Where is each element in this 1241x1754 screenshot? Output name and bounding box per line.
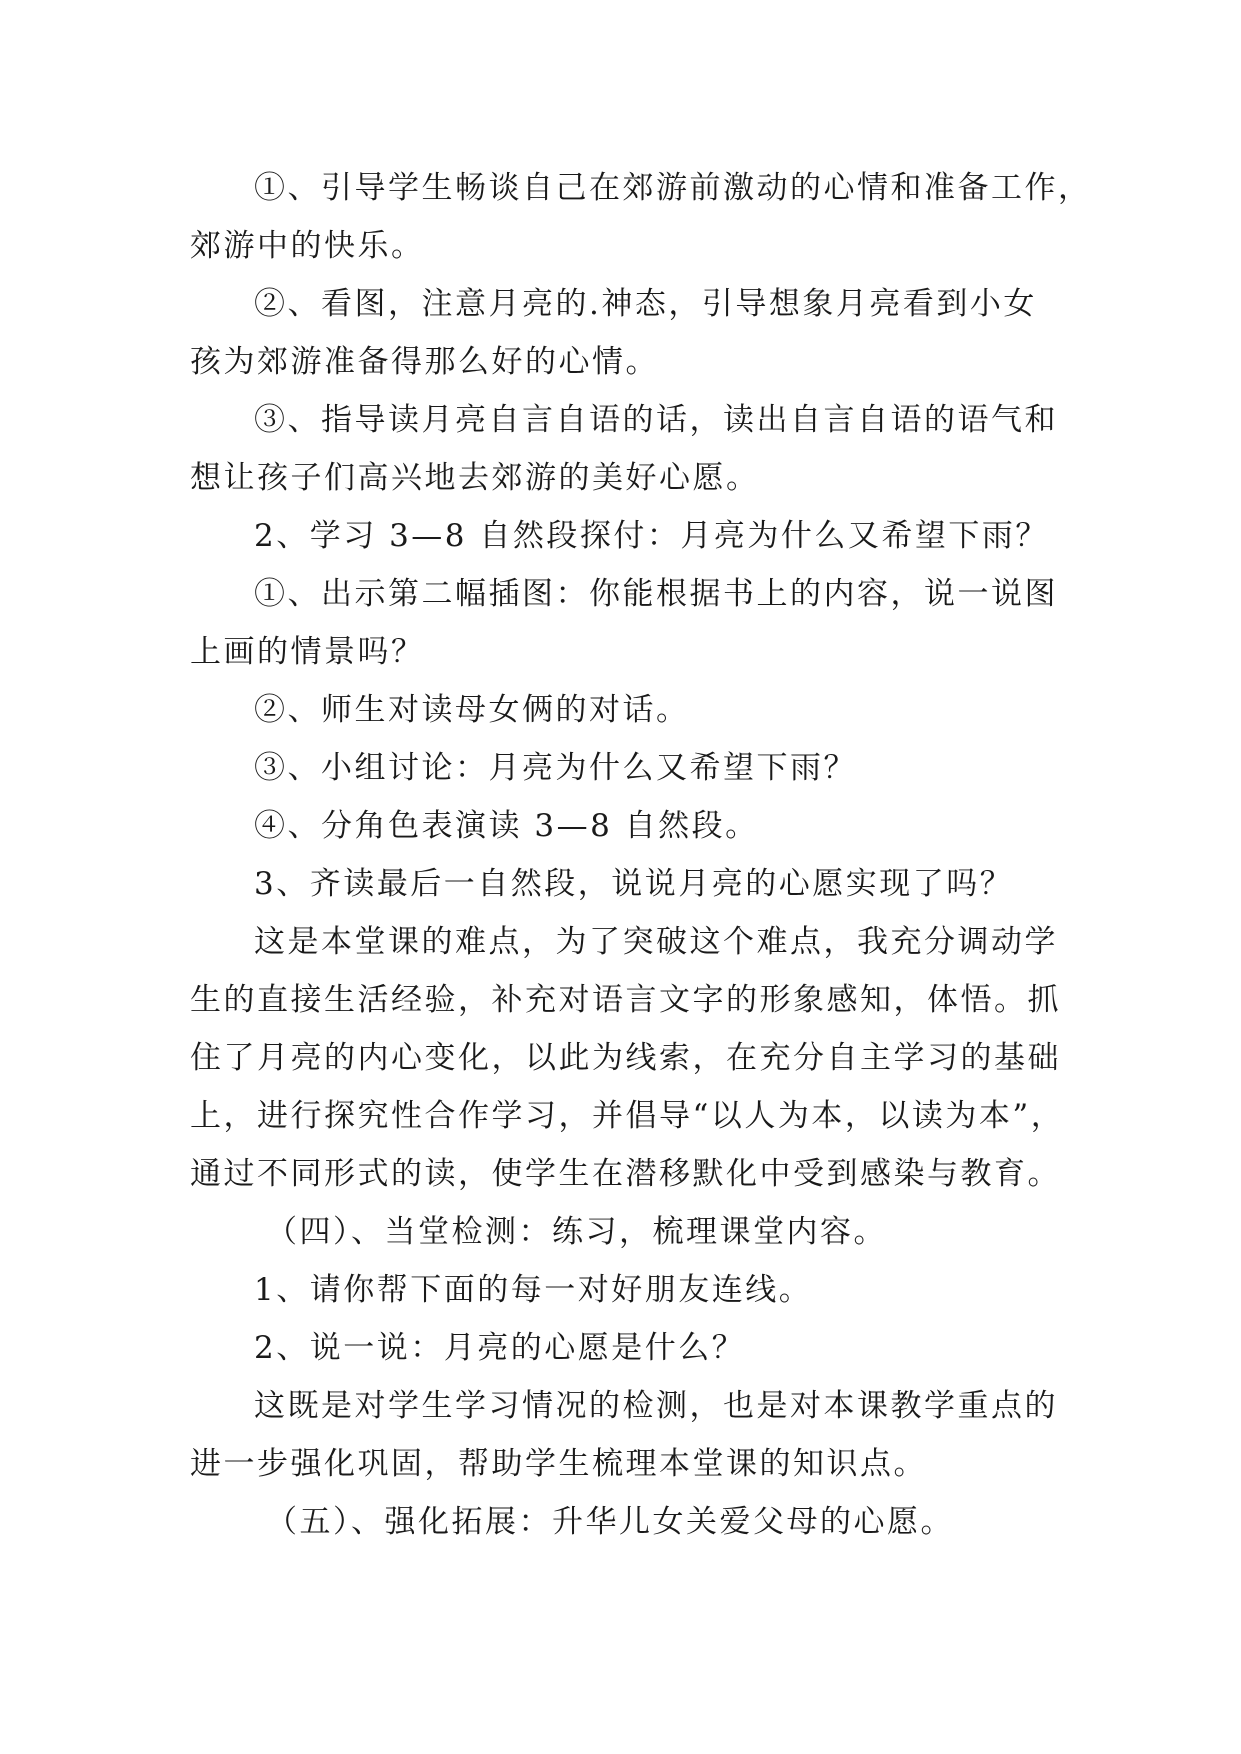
paragraph-line: 孩为郊游准备得那么好的心情。 [190,344,659,380]
paragraph-line: 郊游中的快乐。 [190,228,425,264]
paragraph-line: 想让孩子们高兴地去郊游的美好心愿。 [190,460,760,496]
paragraph-line: 这是本堂课的难点，为了突破这个难点，我充分调动学 [254,924,1058,960]
paragraph-line: 上，进行探究性合作学习，并倡导“以人为本，以读为本”， [190,1098,1065,1134]
paragraph-line: 生的直接生活经验，补充对语言文字的形象感知，体悟。抓 [190,982,1061,1018]
paragraph-line: ④、分角色表演读 3—8 自然段。 [254,808,759,844]
paragraph-line: ②、师生对读母女俩的对话。 [254,692,690,728]
paragraph-line: 1、请你帮下面的每一对好朋友连线。 [254,1272,813,1308]
section-heading: （四）、当堂检测：练习，梳理课堂内容。 [266,1214,887,1250]
paragraph-line: 进一步强化巩固，帮助学生梳理本堂课的知识点。 [190,1446,927,1482]
paragraph-line: 通过不同形式的读，使学生在潜移默化中受到感染与教育。 [190,1156,1061,1192]
paragraph-line: 上画的情景吗？ [190,634,425,670]
paragraph-line: 2、说一说：月亮的心愿是什么？ [254,1330,746,1366]
paragraph-line: ②、看图，注意月亮的.神态，引导想象月亮看到小女 [254,286,1037,322]
paragraph-line: 3、齐读最后一自然段，说说月亮的心愿实现了吗？ [254,866,1014,902]
paragraph-line: ①、引导学生畅谈自己在郊游前激动的心情和准备工作， [254,170,1092,206]
paragraph-line: 住了月亮的内心变化，以此为线索，在充分自主学习的基础 [190,1040,1061,1076]
paragraph-line: ③、指导读月亮自言自语的话，读出自言自语的语气和 [254,402,1058,438]
paragraph-line: ①、出示第二幅插图：你能根据书上的内容，说一说图 [254,576,1058,612]
paragraph-line: ③、小组讨论：月亮为什么又希望下雨？ [254,750,857,786]
paragraph-line: 2、学习 3—8 自然段探付：月亮为什么又希望下雨？ [254,518,1049,554]
paragraph-line: 这既是对学生学习情况的检测，也是对本课教学重点的 [254,1388,1058,1424]
section-heading: （五）、强化拓展：升华儿女关爱父母的心愿。 [266,1504,954,1540]
